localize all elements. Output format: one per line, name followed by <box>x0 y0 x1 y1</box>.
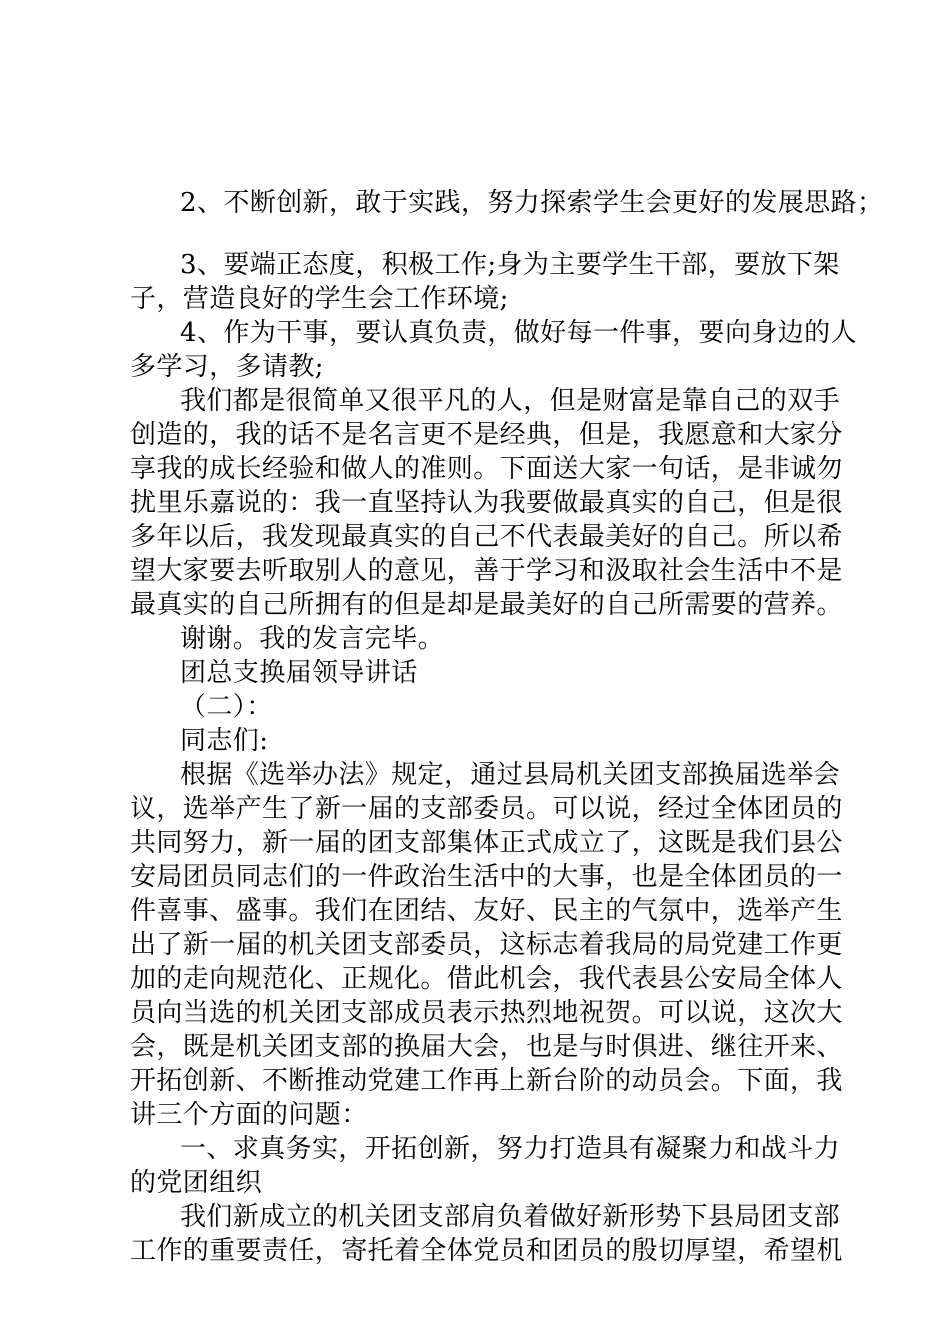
text-line: 员向当选的机关团支部成员表示热烈地祝贺。可以说，这次大 <box>130 998 843 1028</box>
text-line: 开拓创新、不断推动党建工作再上新台阶的动员会。下面，我 <box>130 1066 843 1096</box>
text-line: 我们新成立的机关团支部肩负着做好新形势下县局团支部 <box>180 1202 841 1232</box>
text-line: 多学习，多请教; <box>130 352 324 382</box>
text-line: 加的走向规范化、正规化。借此机会，我代表县公安局全体人 <box>130 964 843 994</box>
text-line: 讲三个方面的问题： <box>130 1100 368 1130</box>
section-heading: 团总支换届领导讲话 <box>180 658 418 688</box>
text-line: 最真实的自己所拥有的但是却是最美好的自己所需要的营养。 <box>130 590 843 620</box>
text-line: 4、作为干事，要认真负责，做好每一件事，要向身边的人 <box>180 318 857 348</box>
text-line: 多年以后，我发现最真实的自己不代表最美好的自己。所以希 <box>130 522 843 552</box>
text-line: 谢谢。我的发言完毕。 <box>180 624 445 654</box>
section-number: （二）： <box>180 692 273 722</box>
text-line: 共同努力，新一届的团支部集体正式成立了，这既是我们县公 <box>130 828 843 858</box>
text-line: 议，选举产生了新一届的支部委员。可以说，经过全体团员的 <box>130 794 843 824</box>
text-line: 2、不断创新，敢于实践，努力探索学生会更好的发展思路； <box>180 188 884 218</box>
text-line: 我们都是很简单又很平凡的人，但是财富是靠自己的双手 <box>180 386 841 416</box>
text-line: 子，营造良好的学生会工作环境; <box>130 284 509 314</box>
salutation: 同志们: <box>180 726 269 756</box>
text-line: 出了新一届的机关团支部委员，这标志着我局的局党建工作更 <box>130 930 843 960</box>
text-line: 的党团组织 <box>130 1168 263 1198</box>
text-line: 会，既是机关团支部的换届大会，也是与时俱进、继往开来、 <box>130 1032 843 1062</box>
text-line: 件喜事、盛事。我们在团结、友好、民主的气氛中，选举产生 <box>130 896 843 926</box>
text-line: 安局团员同志们的一件政治生活中的大事，也是全体团员的一 <box>130 862 843 892</box>
text-line: 根据《选举办法》规定，通过县局机关团支部换届选举会 <box>180 760 841 790</box>
text-line: 3、要端正态度，积极工作;身为主要学生干部，要放下架 <box>180 250 840 280</box>
text-line: 扰里乐嘉说的：我一直坚持认为我要做最真实的自己，但是很 <box>130 488 843 518</box>
text-line: 享我的成长经验和做人的准则。下面送大家一句话，是非诚勿 <box>130 454 843 484</box>
text-line: 工作的重要责任，寄托着全体党员和团员的殷切厚望，希望机 <box>130 1236 843 1266</box>
text-line: 一、求真务实，开拓创新，努力打造具有凝聚力和战斗力 <box>180 1134 841 1164</box>
text-line: 望大家要去听取别人的意见，善于学习和汲取社会生活中不是 <box>130 556 843 586</box>
text-line: 创造的，我的话不是名言更不是经典，但是，我愿意和大家分 <box>130 420 843 450</box>
